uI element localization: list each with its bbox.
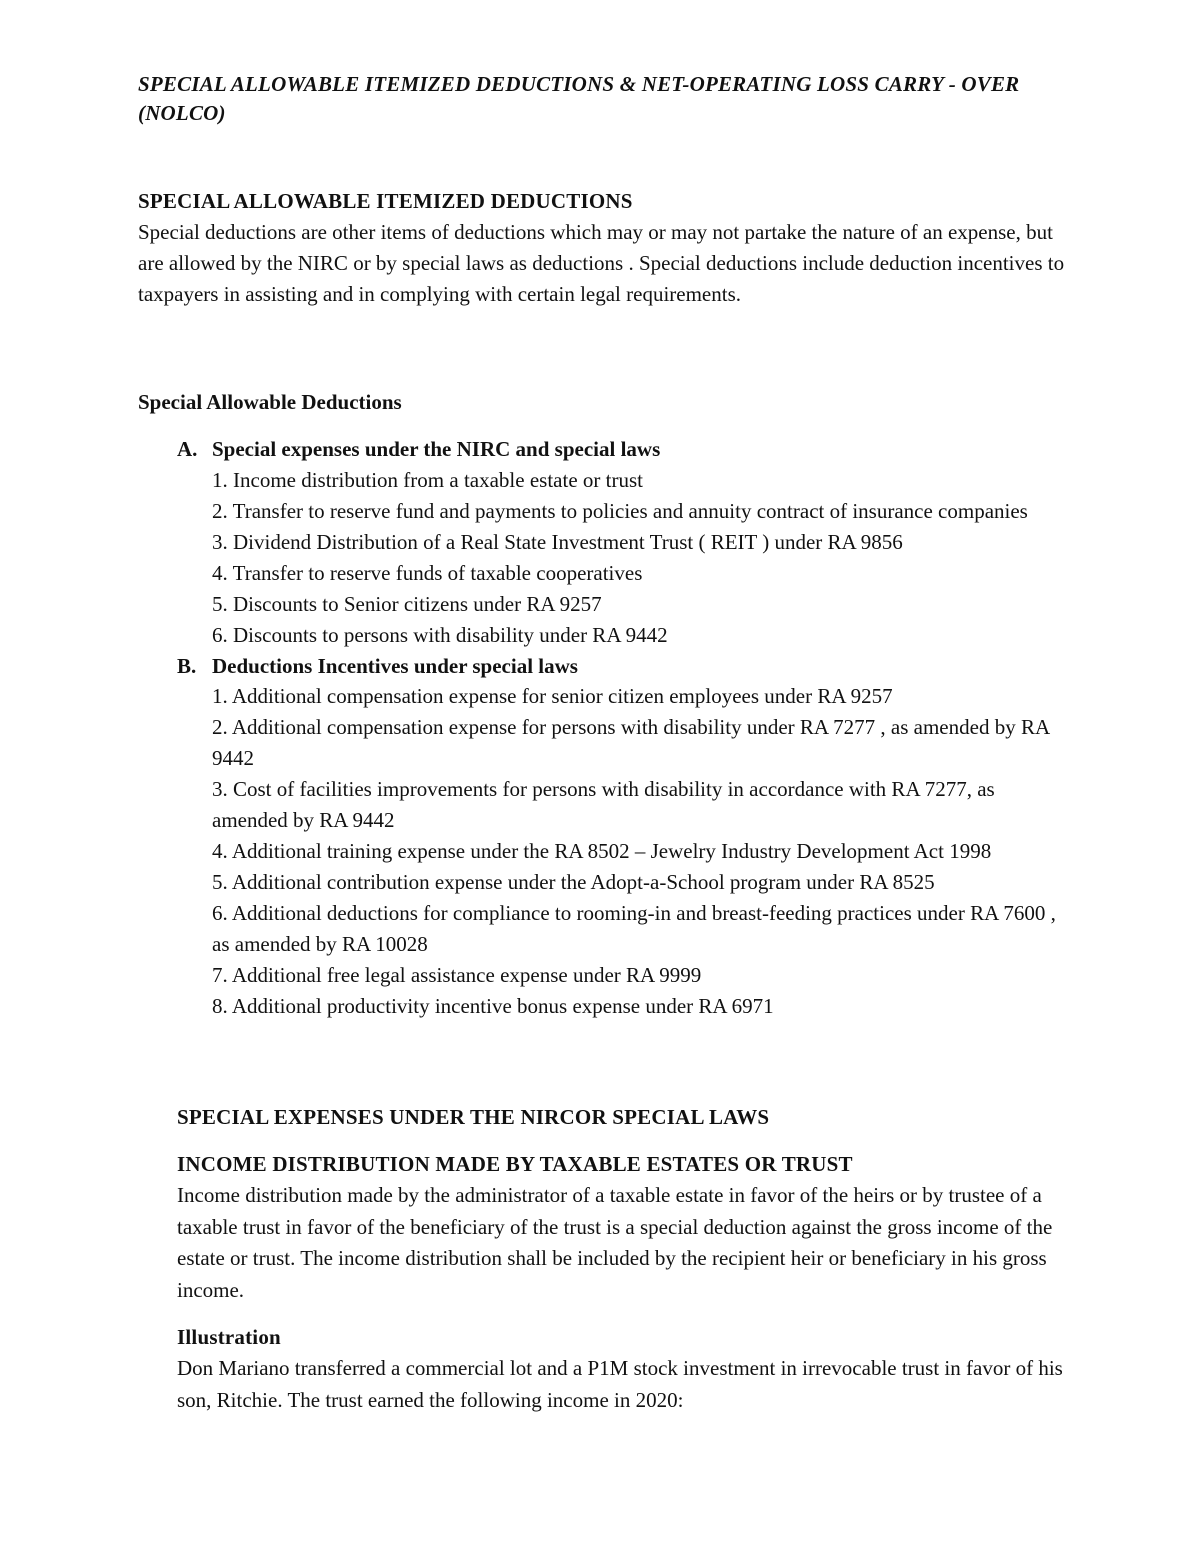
- group-a-items: [177, 465, 1067, 651]
- list-item: 3. Cost of facilities improvements for persons with disability in accordance with RA 7277, as amended by RA 9442: [212, 777, 995, 832]
- list-item: 6. Discounts to persons with disability under RA 9442: [212, 622, 668, 647]
- intro-paragraph: Special deductions are other items of deductions which may or may not partake the nature of an expense, but are allowed by the NIRC or by special laws as deductions . Special deductions include deduction incentives to taxpayers in assisting and in complying with certain legal requirements.: [138, 220, 1065, 307]
- list-item: 4. Additional training expense under the RA 8502 – Jewelry Industry Development Act 1998: [212, 839, 992, 863]
- document-title: SPECIAL ALLOWABLE ITEMIZED DEDUCTIONS & NET-OPERATING LOSS CARRY - OVER (NOLCO): [138, 72, 1020, 125]
- group-b: [177, 651, 1067, 1023]
- list-item: 8. Additional productivity incentive bonus expense under RA 6971: [212, 994, 774, 1018]
- section2-subheading: INCOME DISTRIBUTION MADE BY TAXABLE ESTATES OR TRUST: [177, 1152, 853, 1176]
- section2-heading: SPECIAL EXPENSES UNDER THE NIRCOR SPECIAL LAWS: [177, 1105, 770, 1129]
- group-letter: B.: [177, 653, 197, 678]
- list-item: 3. Dividend Distribution of a Real State Investment Trust ( REIT ) under RA 9856: [212, 529, 903, 554]
- list-item: 2. Additional compensation expense for persons with disability under RA 7277 , as amended by RA 9442: [212, 715, 1049, 770]
- section2-paragraph: Income distribution made by the administrator of a taxable estate in favor of the heirs or by trustee of a taxable trust in favor of the beneficiary of the trust is a special deduction against the gross income of the estate or trust. The income distribution shall be included by the recipient heir or beneficiary in his gross income.: [177, 1183, 1053, 1302]
- deduction-groups: [177, 434, 1067, 1022]
- list-heading: Special Allowable Deductions: [138, 390, 402, 414]
- group-label: Deductions Incentives under special laws: [212, 653, 578, 678]
- list-item: 5. Discounts to Senior citizens under RA 9257: [212, 591, 602, 616]
- illustration-heading: Illustration: [177, 1325, 281, 1349]
- intro-heading: SPECIAL ALLOWABLE ITEMIZED DEDUCTIONS: [138, 189, 633, 213]
- list-item: 1. Income distribution from a taxable estate or trust: [212, 467, 643, 492]
- list-item: 6. Additional deductions for compliance to rooming-in and breast-feeding practices under RA 7600 , as amended by RA 10028: [212, 901, 1056, 956]
- group-b-items: [177, 681, 1067, 1022]
- illustration-paragraph: Don Mariano transferred a commercial lot and a P1M stock investment in irrevocable trust in favor of his son, Ritchie. The trust earned the following income in 2020:: [177, 1356, 1063, 1412]
- list-item: 4. Transfer to reserve funds of taxable cooperatives: [212, 560, 643, 585]
- group-letter: A.: [177, 437, 198, 461]
- list-item: 5. Additional contribution expense under the Adopt-a-School program under RA 8525: [212, 870, 935, 894]
- group-label: Special expenses under the NIRC and special laws: [212, 437, 661, 461]
- list-item: 2. Transfer to reserve fund and payments to policies and annuity contract of insurance companies: [212, 498, 1028, 523]
- list-item: 1. Additional compensation expense for senior citizen employees under RA 9257: [212, 684, 893, 708]
- group-a: [177, 434, 1067, 651]
- list-item: 7. Additional free legal assistance expense under RA 9999: [212, 963, 702, 987]
